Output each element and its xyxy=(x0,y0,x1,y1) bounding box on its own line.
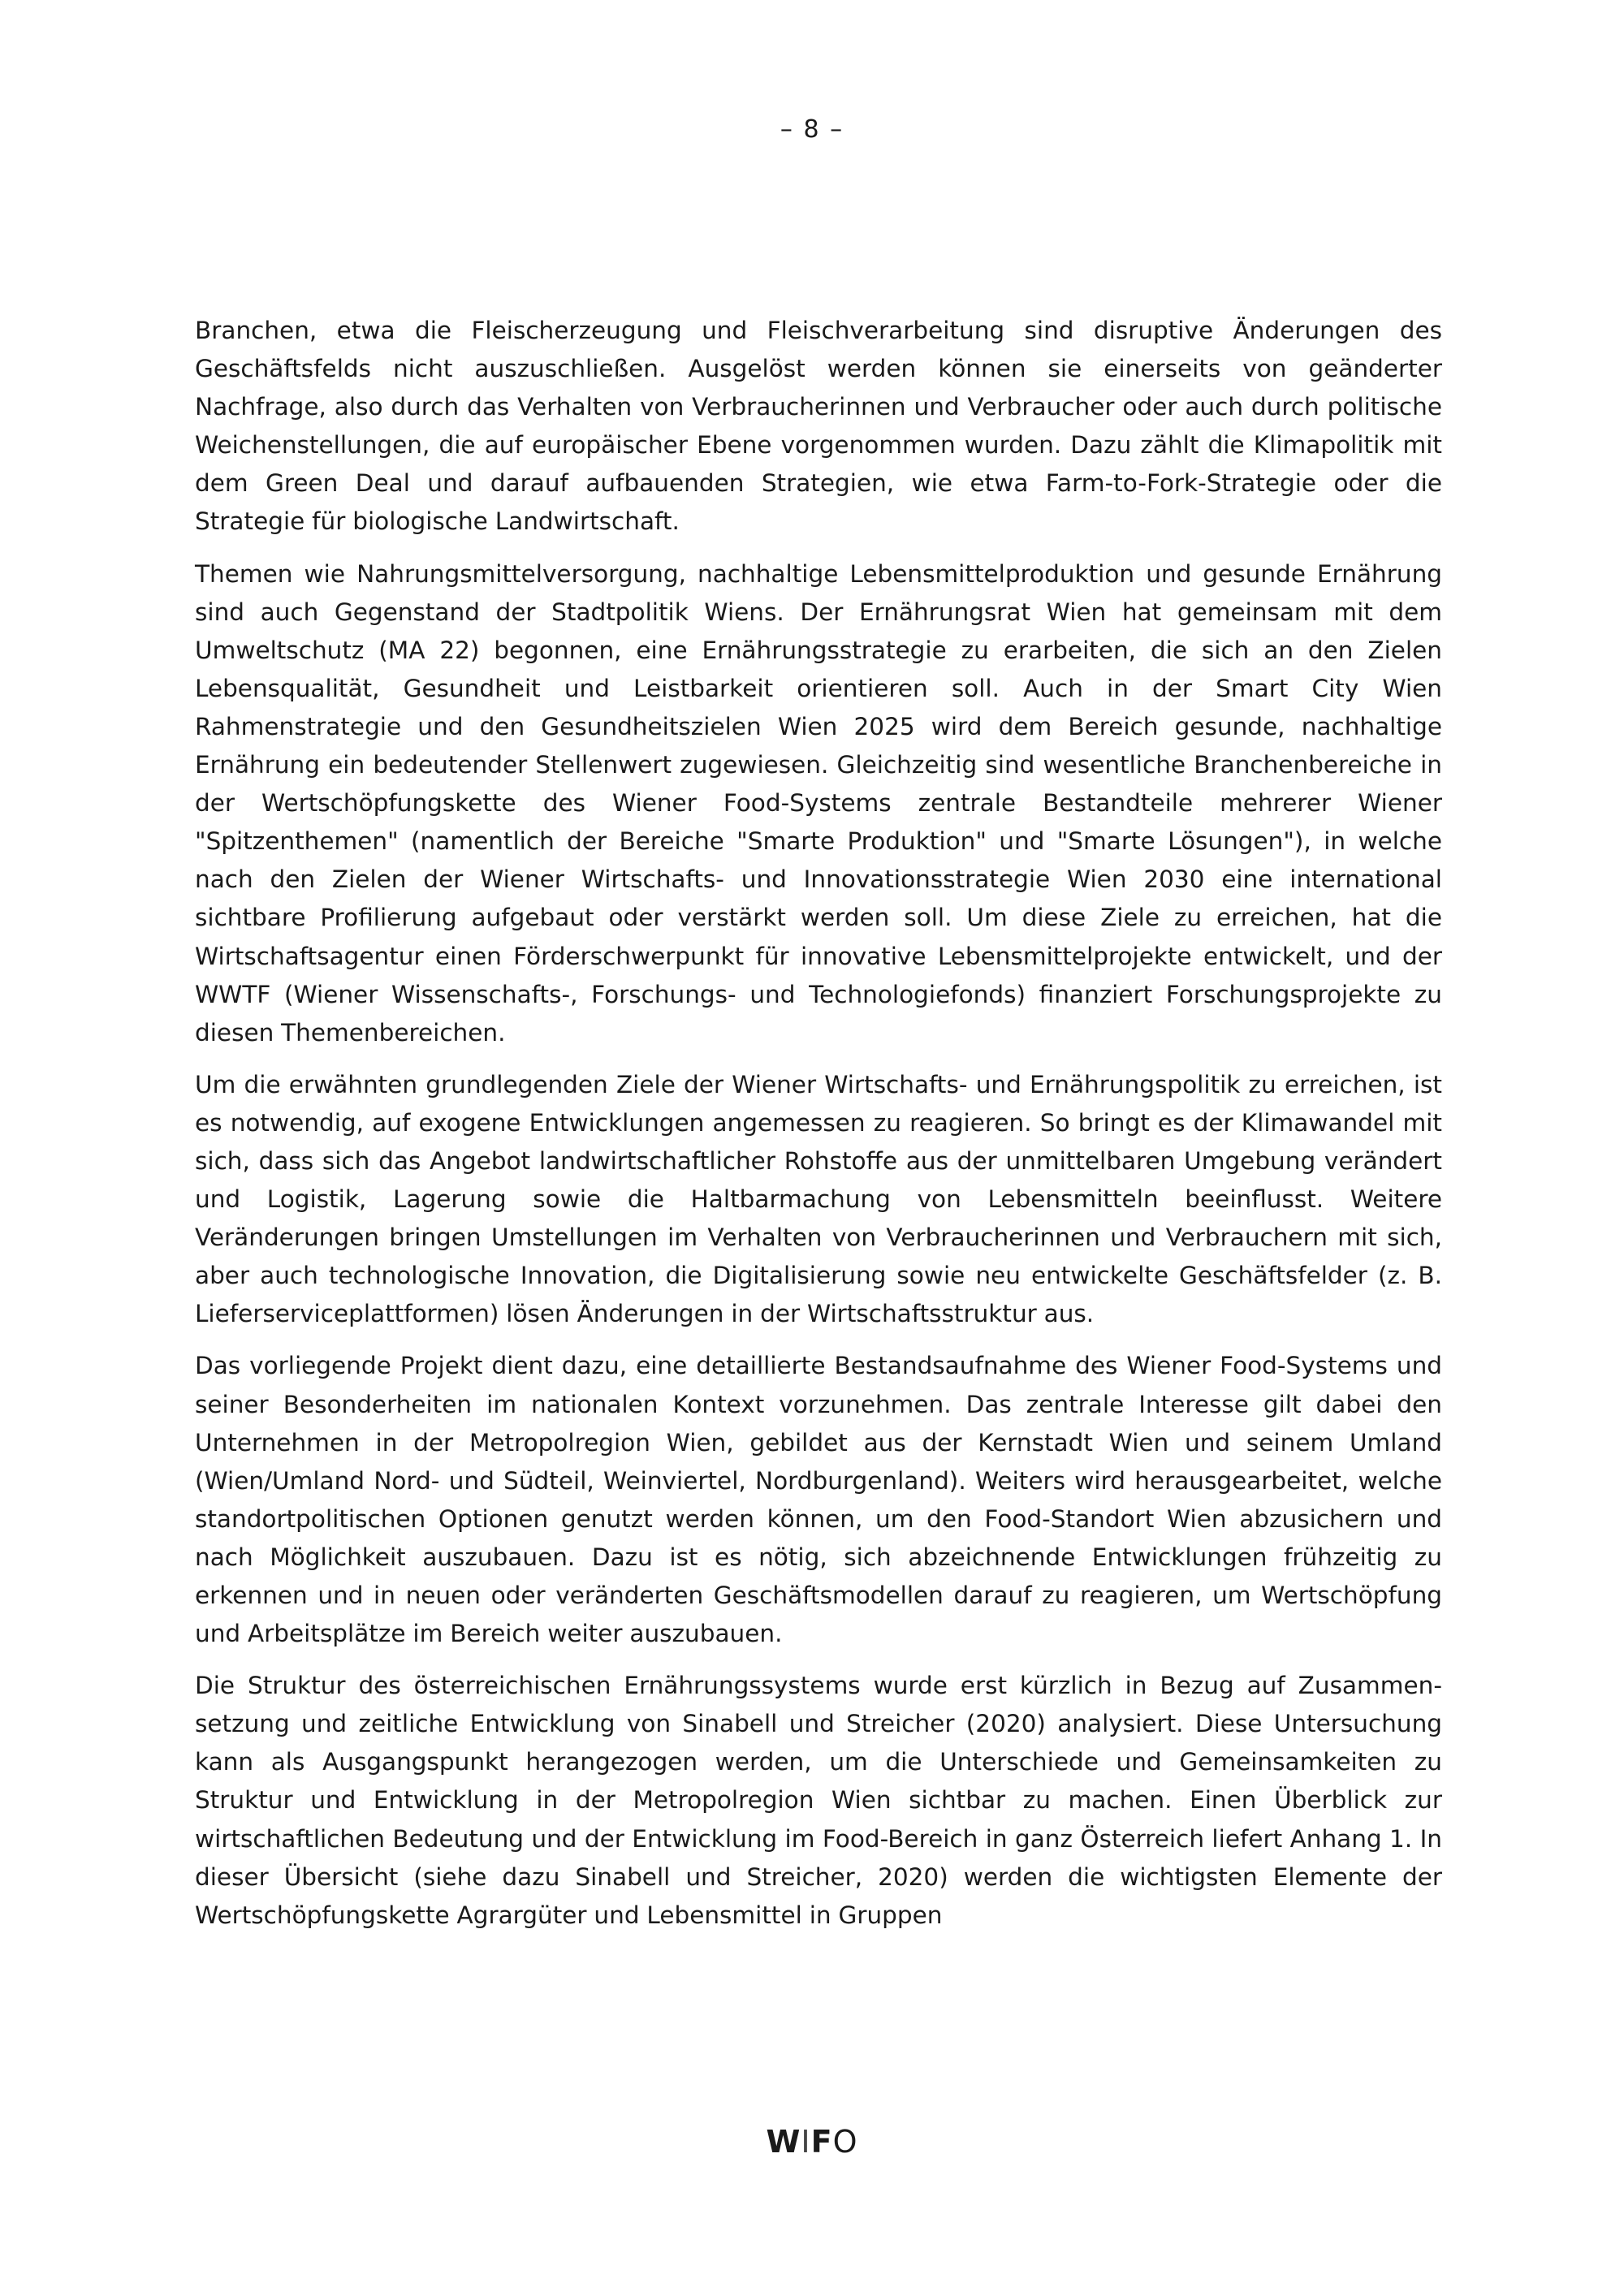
paragraph-2: Themen wie Nahrungsmittelversorgung, nachhaltige Lebensmittelproduktion und gesunde Ernährung sind auch Gegenstand der Stadtpolitik Wiens. Der Ernährungsrat Wien hat gemeinsam mit dem Umweltschutz (MA 22) begonnen, eine Ernährungsstrategie zu erarbeiten, die sich an den Zielen Lebensqualität, Gesundheit und Leistbarkeit orientieren soll. Auch in der Smart City Wien Rahmenstrategie und den Gesundheitszielen Wien 2025 wird dem Bereich gesunde, nachhaltige Ernährung ein bedeutender Stellenwert zugewiesen. Gleichzeitig sind wesentliche Branchenbereiche in der Wertschöpfungskette des Wiener Food-Systems zentrale Bestandteile mehrerer Wiener "Spitzenthemen" (namentlich der Bereiche "Smarte Produktion" und "Smarte Lösungen"), in welche nach den Zielen der Wiener Wirtschafts- und Innovationsstrategie Wien 2030 eine international sichtbare Profilierung aufgebaut oder verstärkt werden soll. Um diese Ziele zu erreichen, hat die Wirtschaftsagentur einen Förderschwerpunkt für innovative Lebensmittelprojekte entwickelt, und der WWTF (Wiener Wissenschafts-, Forschungs- und Technologiefonds) finanziert Forschungsprojekte zu diesen Themenbereichen. xyxy=(195,559,1442,1047)
paragraph-4: Das vorliegende Projekt dient dazu, eine detaillierte Bestandsaufnahme des Wiener Food-Systems und seiner Besonderheiten im nationalen Kontext vorzunehmen. Das zentrale Interesse gilt dabei den Unternehmen in der Metropolregion Wien, gebildet aus der Kernstadt Wien und seinem Umland (Wien/Umland Nord- und Südteil, Weinviertel, Nordburgenland). Weiters wird herausgearbeitet, welche standortpolitischen Optionen genutzt werden können, um den Food-Standort Wien abzusichern und nach Möglichkeit auszubauen. Dazu ist es nötig, sich abzeichnende Entwicklungen frühzeitig zu erkennen und in neuen oder veränderten Geschäftsmodellen darauf zu reagieren, um Wertschöpfung und Arbeitsplätze im Bereich weiter auszubauen. xyxy=(195,1352,1442,1648)
page-number: – 8 – xyxy=(780,115,844,144)
wifo-logo xyxy=(0,2124,1624,2160)
logo-letter-o: O xyxy=(832,2124,858,2160)
paragraph-3: Um die erwähnten grundlegenden Ziele der Wiener Wirtschafts- und Ernährungspolitik zu erreichen, ist es notwendig, auf exogene Entwicklungen angemessen zu reagieren. So bringt es der Klimawandel mit sich, dass sich das Angebot landwirtschaftlicher Rohstoffe aus der unmittelbaren Umgebung verändert und Logistik, Lagerung sowie die Haltbarmachung von Lebensmitteln beeinflusst. Weitere Veränderungen bringen Umstellungen im Verhalten von Verbraucherinnen und Verbrauchern mit sich, aber auch technologische Innovation, die Digitalisierung sowie neu entwickelte Geschäftsfelder (z. B. Lieferserviceplattformen) lösen Änderungen in der Wirtschaftsstruktur aus. xyxy=(195,1070,1442,1328)
body-text xyxy=(195,312,1442,1949)
paragraph-5: Die Struktur des österreichischen Ernährungssystems wurde erst kürzlich in Bezug auf Zusammensetzung und zeitliche Entwicklung von Sinabell und Streicher (2020) analysiert. Diese Untersuchung kann als Ausgangspunkt herangezogen werden, um die Unterschiede und Gemeinsamkeiten zu Struktur und Entwicklung in der Metropolregion Wien sichtbar zu machen. Einen Überblick zur wirtschaftlichen Bedeutung und der Entwicklung im Food-Bereich in ganz Österreich liefert Anhang 1. In dieser Übersicht (siehe dazu Sinabell und Streicher, 2020) werden die wichtigsten Elemente der Wertschöpfungskette Agrargüter und Lebensmittel in Gruppen xyxy=(195,1672,1442,1929)
paragraph-1: Branchen, etwa die Fleischerzeugung und Fleischverarbeitung sind disruptive Änderungen des Geschäftsfelds nicht auszuschließen. Ausgelöst werden können sie einerseits von geänderter Nachfrage, also durch das Verhalten von Verbraucherinnen und Verbraucher oder auch durch politische Weichenstellungen, die auf europäischer Ebene vorgenommen wurden. Dazu zählt die Klimapolitik mit dem Green Deal und darauf aufbauenden Strategien, wie etwa Farm-to-Fork-Strategie oder die Strategie für biologische Landwirtschaft. xyxy=(195,317,1442,536)
logo-letter-w: W xyxy=(766,2124,801,2160)
logo-letter-i: I xyxy=(801,2124,811,2160)
logo-letter-f: F xyxy=(810,2124,833,2160)
